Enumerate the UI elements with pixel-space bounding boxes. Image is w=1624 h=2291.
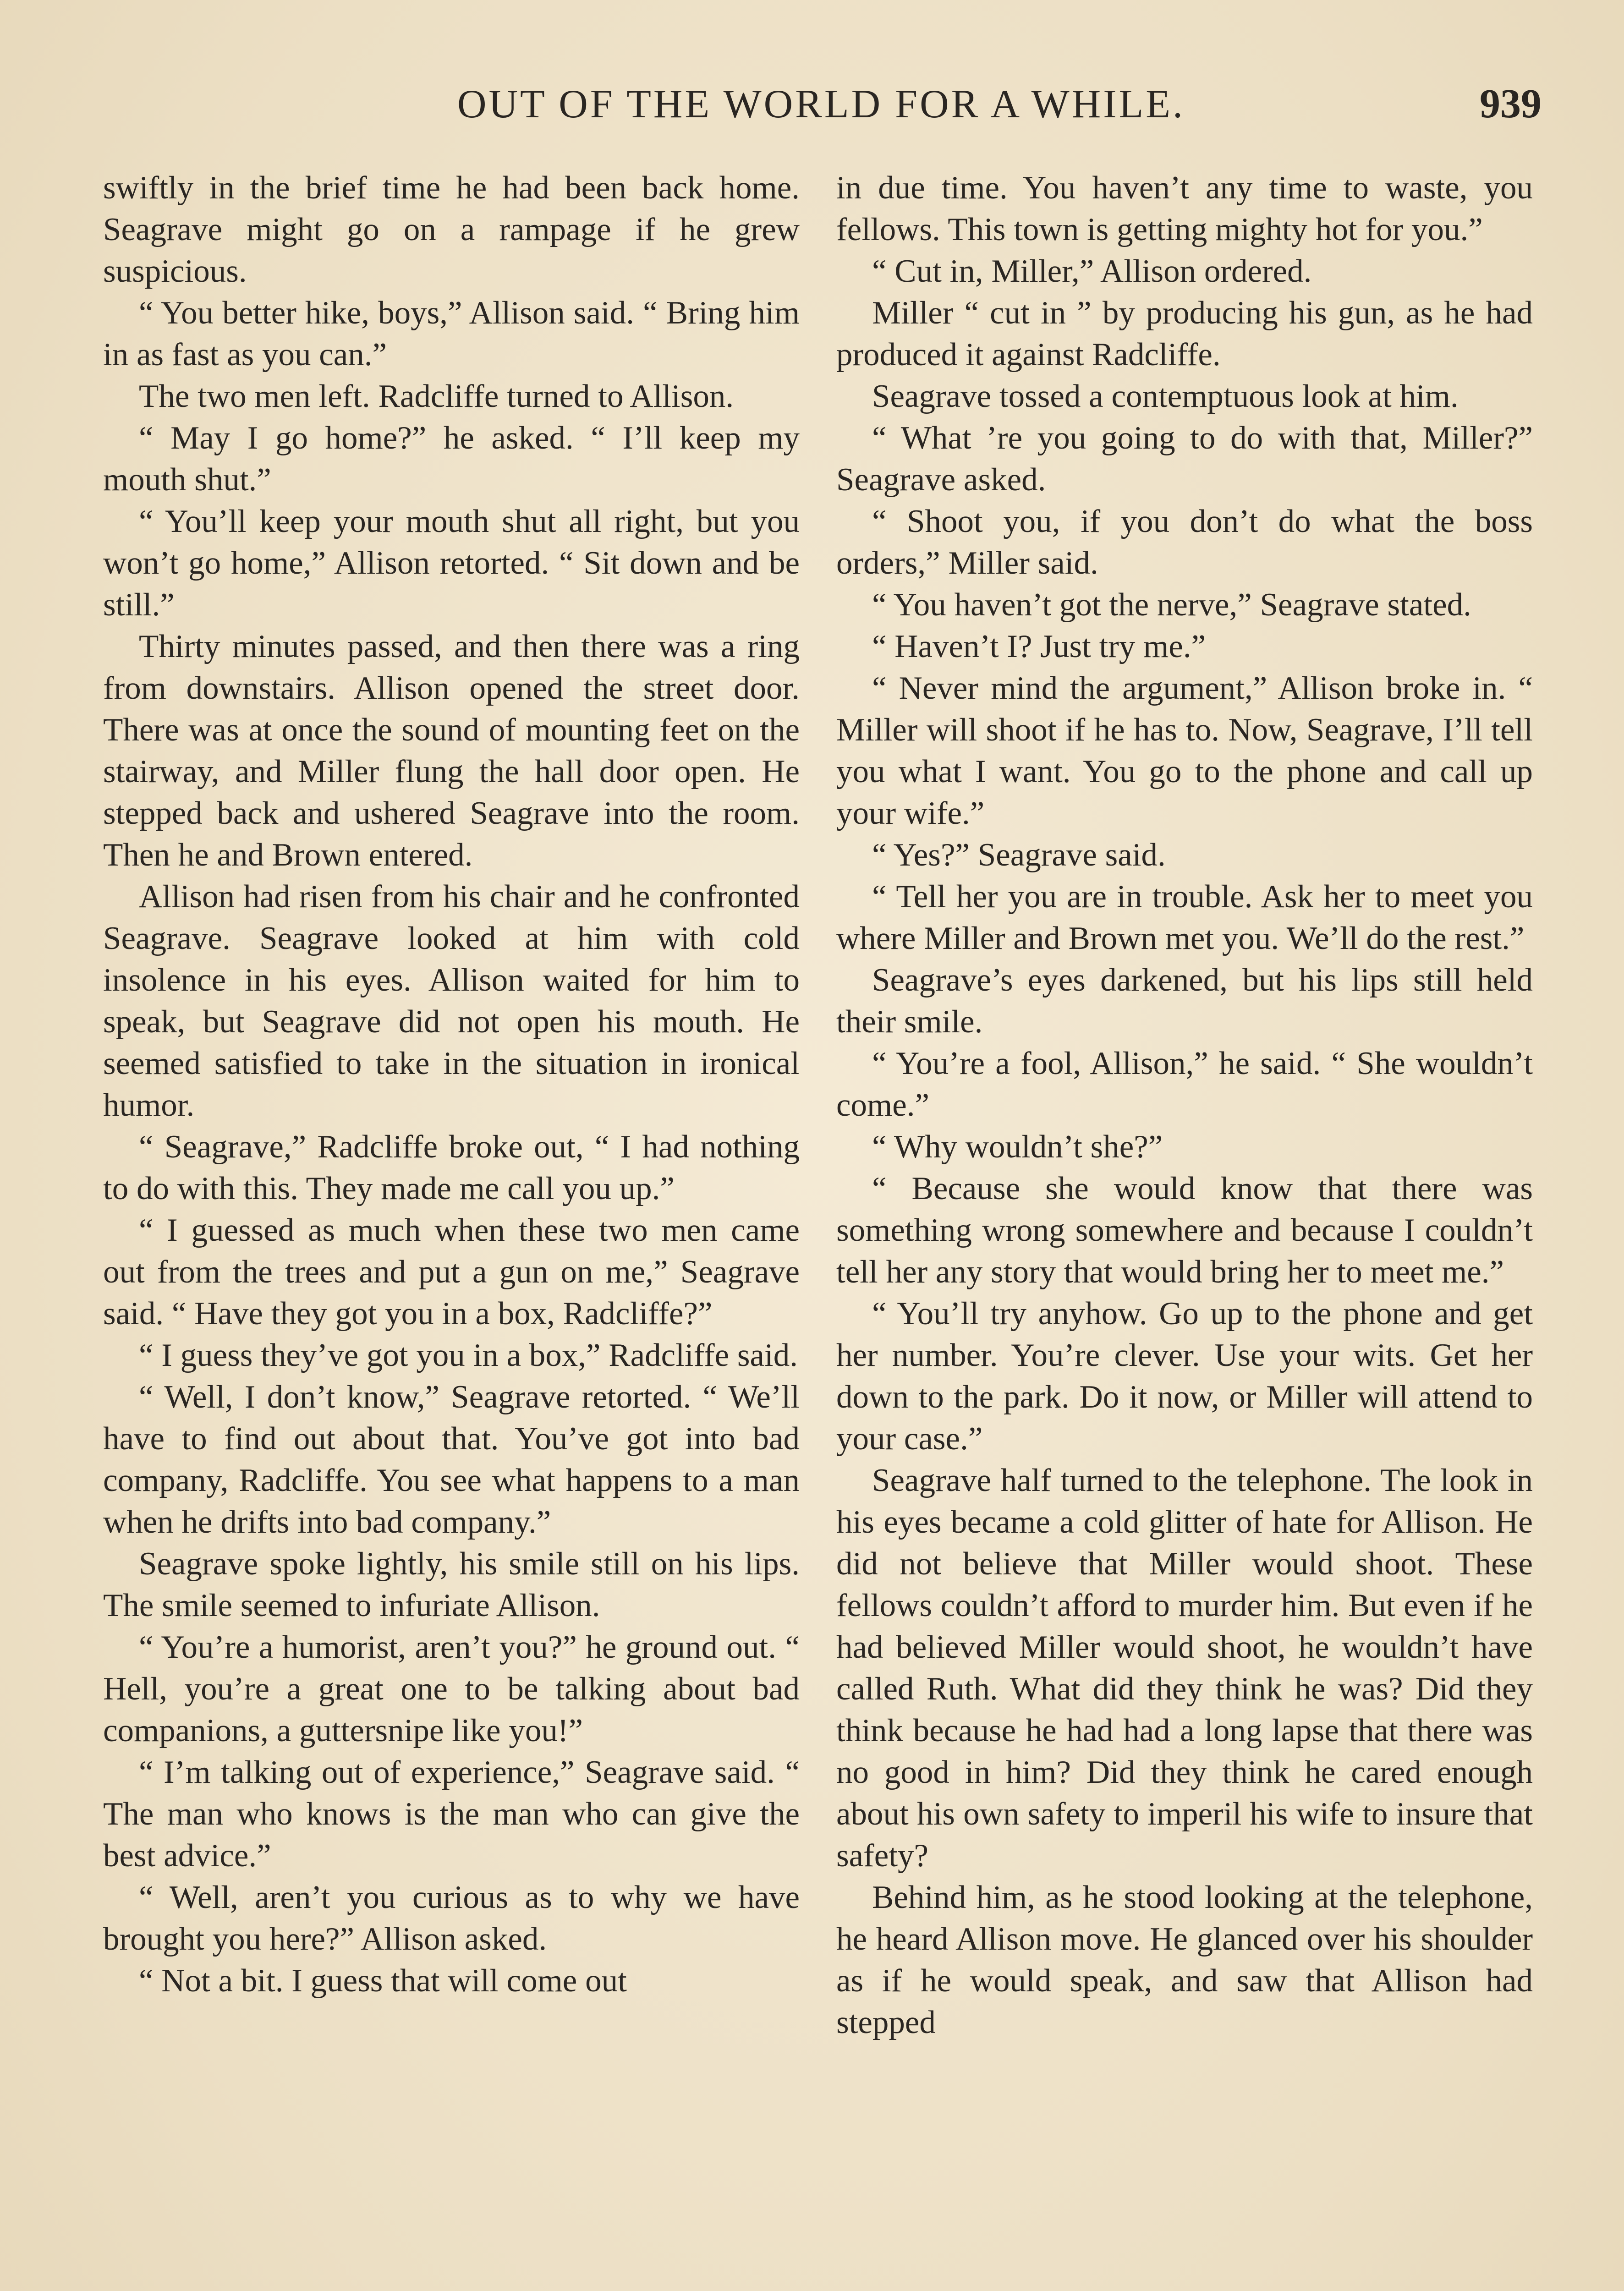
- paragraph: “ You haven’t got the nerve,” Seagrave stated.: [872, 587, 1471, 623]
- paragraph: “ Shoot you, if you don’t do what the boss orders,” Miller said.: [836, 504, 1533, 581]
- paragraph: Allison had risen from his chair and he confronted Seagrave. Seagrave looked at him with cold insolence in his eyes. Allison waited for him to speak, but Seagrave did not open his mouth. He seemed satisfied to take in the situation in ironical humor.: [103, 879, 800, 1123]
- paragraph: “ What ’re you going to do with that, Miller?” Seagrave asked.: [836, 420, 1533, 498]
- paragraph: “ You better hike, boys,” Allison said. “ Bring him in as fast as you can.”: [103, 295, 800, 373]
- paragraph: “ Because she would know that there was something wrong somewhere and because I couldn’t tell her any story that would bring her to meet me.”: [836, 1171, 1533, 1290]
- paragraph: “ You’re a fool, Allison,” he said. “ She wouldn’t come.”: [836, 1046, 1533, 1123]
- paragraph: in due time. You haven’t any time to waste, you fellows. This town is getting mighty hot for you.”: [836, 170, 1533, 247]
- paragraph: Seagrave half turned to the telephone. The look in his eyes became a cold glitter of hate for Allison. He did not believe that Miller would shoot. These fellows couldn’t afford to murder him. But even if he had believed Miller would shoot, he wouldn’t have called Ruth. What did they think he was? Did they think because he had had a long lapse that there was no good in him? Did they think he cared enough about his own safety to imperil his wife to insure that safety?: [836, 1463, 1533, 1874]
- paragraph: “ Tell her you are in trouble. Ask her to meet you where Miller and Brown met you. We’ll do the rest.”: [836, 879, 1533, 956]
- paragraph: Seagrave spoke lightly, his smile still on his lips. The smile seemed to infuriate Allison.: [103, 1546, 800, 1623]
- paragraph: “ You’ll try anyhow. Go up to the phone and get her number. You’re clever. Use your wits. Get her down to the park. Do it now, or Miller will attend to your case.”: [836, 1296, 1533, 1457]
- paragraph: “ Never mind the argument,” Allison broke in. “ Miller will shoot if he has to. Now, Seagrave, I’ll tell you what I want. You go to the phone and call up your wife.”: [836, 670, 1533, 831]
- paragraph: “ You’re a humorist, aren’t you?” he ground out. “ Hell, you’re a great one to be talking about bad companions, a guttersnipe like you!”: [103, 1629, 800, 1748]
- paragraph: Thirty minutes passed, and then there was a ring from downstairs. Allison opened the street door. There was at once the sound of mounting feet on the stairway, and Miller flung the hall door open. He stepped back and ushered Seagrave into the room. Then he and Brown entered.: [103, 629, 800, 873]
- paragraph: Seagrave tossed a contemptuous look at him.: [872, 378, 1459, 414]
- right-column: [836, 167, 1533, 2044]
- paragraph: “ I’m talking out of experience,” Seagrave said. “ The man who knows is the man who can give the best advice.”: [103, 1754, 800, 1874]
- paragraph: Miller “ cut in ” by producing his gun, as he had produced it against Radcliffe.: [836, 295, 1533, 373]
- paragraph: “ I guessed as much when these two men came out from the trees and put a gun on me,” Seagrave said. “ Have they got you in a box, Radcliffe?”: [103, 1212, 800, 1332]
- paragraph: “ You’ll keep your mouth shut all right, but you won’t go home,” Allison retorted. “ Sit down and be still.”: [103, 504, 800, 623]
- paragraph: “ May I go home?” he asked. “ I’ll keep my mouth shut.”: [103, 420, 800, 498]
- paragraph: “ Well, aren’t you curious as to why we have brought you here?” Allison asked.: [103, 1880, 800, 1957]
- paragraph: swiftly in the brief time he had been back home. Seagrave might go on a rampage if he grew suspicious.: [103, 170, 800, 289]
- paragraph: “ Cut in, Miller,” Allison ordered.: [872, 253, 1312, 289]
- paragraph: Behind him, as he stood looking at the telephone, he heard Allison move. He glanced over his shoulder as if he would speak, and saw that Allison had stepped: [836, 1880, 1533, 2040]
- paragraph: “ Haven’t I? Just try me.”: [872, 629, 1206, 664]
- page-number: 939: [1480, 81, 1542, 126]
- page-header: [101, 76, 1542, 131]
- left-column: [103, 167, 800, 2002]
- paragraph: Seagrave’s eyes darkened, but his lips still held their smile.: [836, 962, 1533, 1040]
- running-title: OUT OF THE WORLD FOR A WHILE.: [457, 82, 1185, 126]
- paragraph: “ Yes?” Seagrave said.: [872, 837, 1166, 873]
- paragraph: “ Well, I don’t know,” Seagrave retorted. “ We’ll have to find out about that. You’ve got into bad company, Radcliffe. You see what happens to a man when he drifts into bad company.”: [103, 1379, 800, 1540]
- paragraph: “ I guess they’ve got you in a box,” Radcliffe said.: [139, 1337, 798, 1373]
- paragraph: “ Not a bit. I guess that will come out: [139, 1963, 627, 1999]
- paragraph: “ Seagrave,” Radcliffe broke out, “ I had nothing to do with this. They made me call you up.”: [103, 1129, 800, 1206]
- paragraph: The two men left. Radcliffe turned to Allison.: [139, 378, 734, 414]
- paragraph: “ Why wouldn’t she?”: [872, 1129, 1163, 1165]
